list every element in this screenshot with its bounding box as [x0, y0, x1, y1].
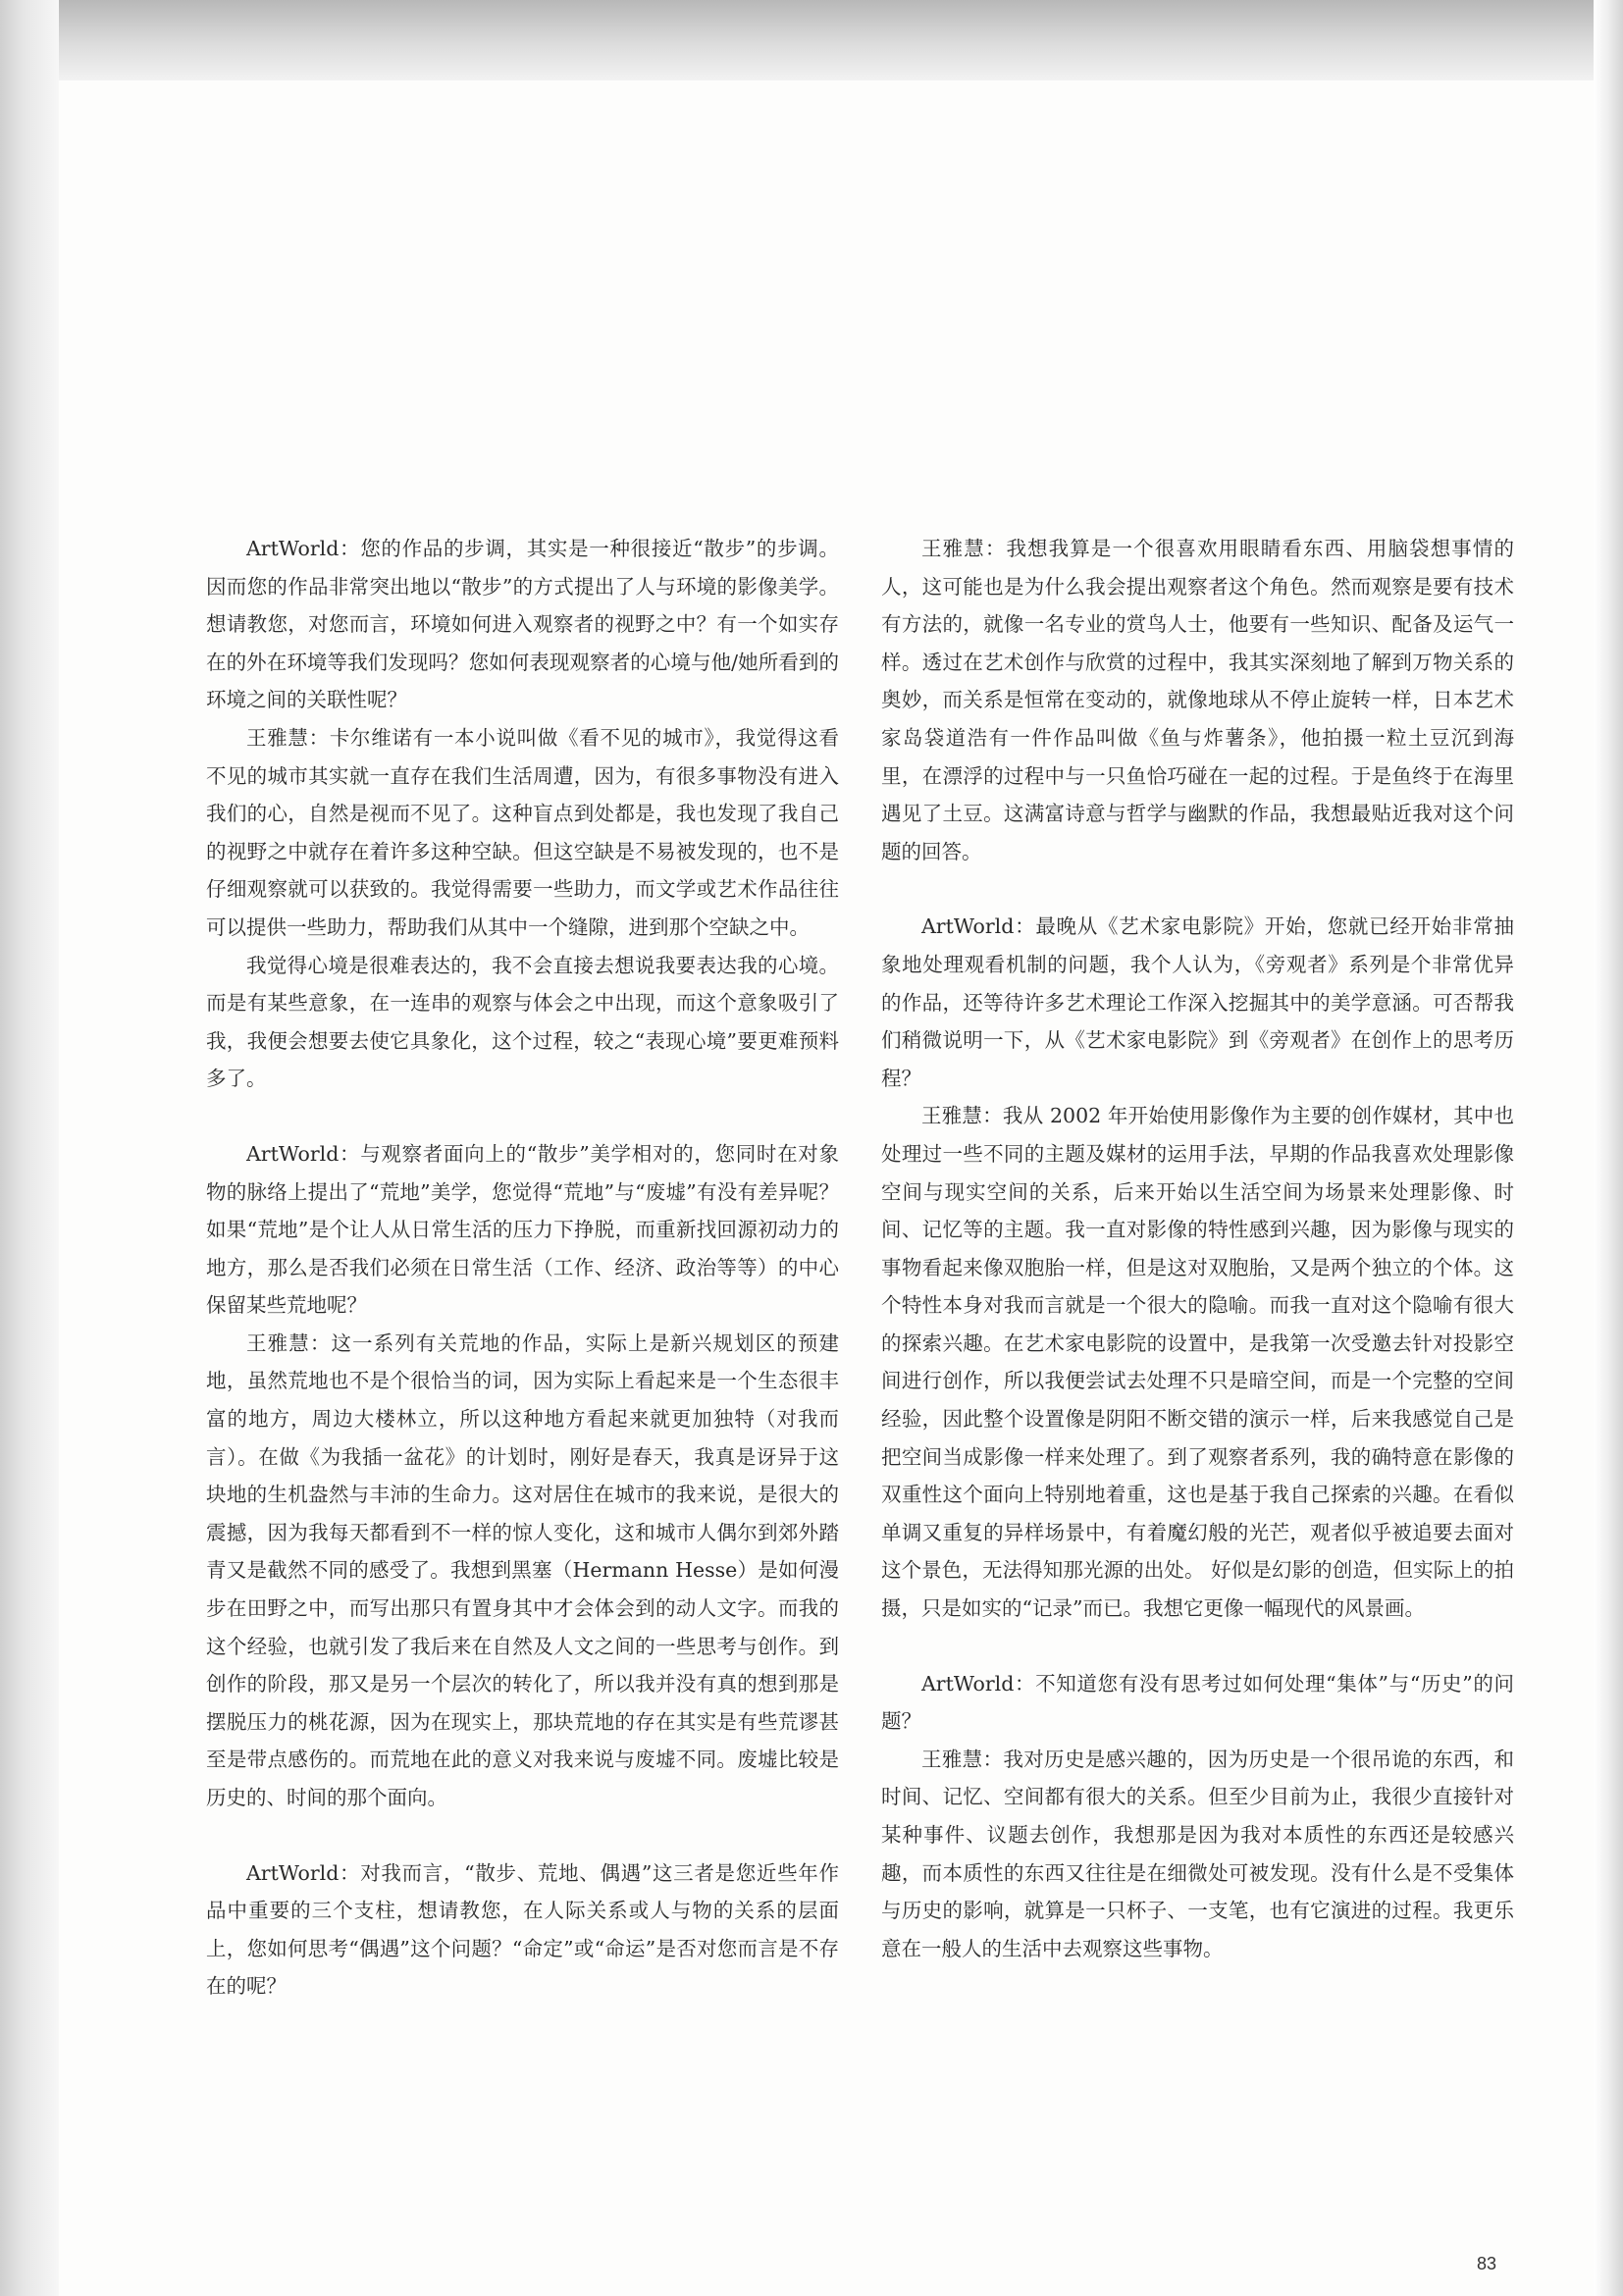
- paragraph-answer-history: 王雅慧：我对历史是感兴趣的，因为历史是一个很吊诡的东西，和时间、记忆、空间都有很大的关系。但至少目前为止，我很少直接针对某种事件、议题去创作，我想那是因为我对本质性的东西还是较感兴趣，而本质性的东西又往往是在细微处可被发现。没有什么是不受集体与历史的影响，就算是一只杯子、一支笔，也有它演进的过程。我更乐意在一般人的生活中去观察这些事物。: [881, 1747, 1514, 1960]
- scan-left-edge: [0, 0, 59, 2296]
- paragraph-question-encounter: ArtWorld：对我而言，“散步、荒地、偶遇”这三者是您近些年作品中重要的三个支柱，想请教您，在人际关系或人与物的关系的层面上，您如何思考“偶遇”这个问题？“命定”或“命运”是否对您而言是不存在的呢？: [206, 1860, 839, 1999]
- paragraph-question-stroll: ArtWorld：您的作品的步调，其实是一种很接近“散步”的步调。因而您的作品非常突出地以“散步”的方式提出了人与环境的影像美学。想请教您，对您而言，环境如何进入观察者的视野之中？有一个如实存在的外在环境等我们发现吗？您如何表现观察者的心境与他/她所看到的环境之间的关联性呢？: [206, 537, 839, 712]
- paragraph-answer-observer: 王雅慧：我想我算是一个很喜欢用眼睛看东西、用脑袋想事情的人，这可能也是为什么我会提出观察者这个角色。然而观察是要有技术有方法的，就像一名专业的赏鸟人士，他要有一些知识、配备及运气一样。透过在艺术创作与欣赏的过程中，我其实深刻地了解到万物关系的奥妙，而关系是恒常在变动的，就像地球从不停止旋转一样，日本艺术家岛袋道浩有一件作品叫做《鱼与炸薯条》，他拍摄一粒土豆沉到海里，在漂浮的过程中与一只鱼恰巧碰在一起的过程。于是鱼终于在海里遇见了土豆。这满富诗意与哲学与幽默的作品，我想最贴近我对这个问题的回答。: [881, 537, 1514, 863]
- scan-top-edge: [0, 0, 1623, 80]
- paragraph-question-history: ArtWorld：不知道您有没有思考过如何处理“集体”与“历史”的问题？: [881, 1671, 1514, 1734]
- paragraph-question-cinema: ArtWorld：最晚从《艺术家电影院》开始，您就已经开始非常抽象地处理观看机制的问题，我个人认为，《旁观者》系列是个非常优异的作品，还等待许多艺术理论工作深入挖掘其中的美学意涵。可否帮我们稍微说明一下，从《艺术家电影院》到《旁观者》在创作上的思考历程？: [881, 914, 1514, 1090]
- paragraph-answer-state-of-mind: 我觉得心境是很难表达的，我不会直接去想说我要表达我的心境。而是有某些意象，在一连串的观察与体会之中出现，而这个意象吸引了我，我便会想要去使它具象化，这个过程，较之“表现心境”要更难预料多了。: [206, 953, 839, 1091]
- page-number: 83: [1477, 2254, 1497, 2273]
- paragraph-answer-invisible-cities: 王雅慧：卡尔维诺有一本小说叫做《看不见的城市》，我觉得这看不见的城市其实就一直存在我们生活周遭，因为，有很多事物没有进入我们的心，自然是视而不见了。这种盲点到处都是，我也发现了我自己的视野之中就存在着许多这种空缺。但这空缺是不易被发现的，也不是仔细观察就可以获致的。我觉得需要一些助力，而文学或艺术作品往往可以提供一些助力，帮助我们从其中一个缝隙，进到那个空缺之中。: [206, 725, 839, 939]
- paragraph-answer-cinema: 王雅慧：我从 2002 年开始使用影像作为主要的创作媒材，其中也处理过一些不同的主题及媒材的运用手法，早期的作品我喜欢处理影像空间与现实空间的关系，后来开始以生活空间为场景来处理影像、时间、记忆等的主题。我一直对影像的特性感到兴趣，因为影像与现实的事物看起来像双胞胎一样，但是这对双胞胎，又是两个独立的个体。这个特性本身对我而言就是一个很大的隐喻。而我一直对这个隐喻有很大的探索兴趣。在艺术家电影院的设置中，是我第一次受邀去针对投影空间进行创作，所以我便尝试去处理不只是暗空间，而是一个完整的空间经验，因此整个设置像是阴阳不断交错的演示一样，后来我感觉自己是把空间当成影像一样来处理了。到了观察者系列，我的确特意在影像的双重性这个面向上特别地着重，这也是基于我自己探索的兴趣。在看似单调又重复的异样场景中，有着魔幻般的光芒，观者似乎被追要去面对这个景色，无法得知那光源的出处。 好似是幻影的创造，但实际上的拍摄，只是如实的“记录”而已。我想它更像一幅现代的风景画。: [881, 1104, 1514, 1621]
- paragraph-answer-wasteland: 王雅慧：这一系列有关荒地的作品，实际上是新兴规划区的预建地，虽然荒地也不是个很恰当的词，因为实际上看起来是一个生态很丰富的地方，周边大楼林立，所以这种地方看起来就更加独特（对我而言）。在做《为我插一盆花》的计划时，刚好是春天，我真是讶异于这块地的生机盎然与丰沛的生命力。这对居住在城市的我来说，是很大的震撼，因为我每天都看到不一样的惊人变化，这和城市人偶尔到郊外踏青又是截然不同的感受了。我想到黑塞（Hermann Hesse）是如何漫步在田野之中，而写出那只有置身其中才会体会到的动人文字。而我的这个经验，也就引发了我后来在自然及人文之间的一些思考与创作。到创作的阶段，那又是另一个层次的转化了，所以我并没有真的想到那是摆脱压力的桃花源，因为在现实上，那块荒地的存在其实是有些荒谬甚至是带点感伤的。而荒地在此的意义对我来说与废墟不同。废墟比较是历史的、时间的那个面向。: [206, 1331, 839, 1809]
- paragraph-question-wasteland: ArtWorld：与观察者面向上的“散步”美学相对的，您同时在对象物的脉络上提出了“荒地”美学，您觉得“荒地”与“废墟”有没有差异呢？如果“荒地”是个让人从日常生活的压力下挣脱，而重新找回源初动力的地方，那么是否我们必须在日常生活（工作、经济、政治等等）的中心保留某些荒地呢？: [206, 1141, 839, 1318]
- scan-right-edge: [1594, 0, 1623, 2296]
- right-column: [881, 530, 1514, 1967]
- left-column: [206, 530, 839, 2006]
